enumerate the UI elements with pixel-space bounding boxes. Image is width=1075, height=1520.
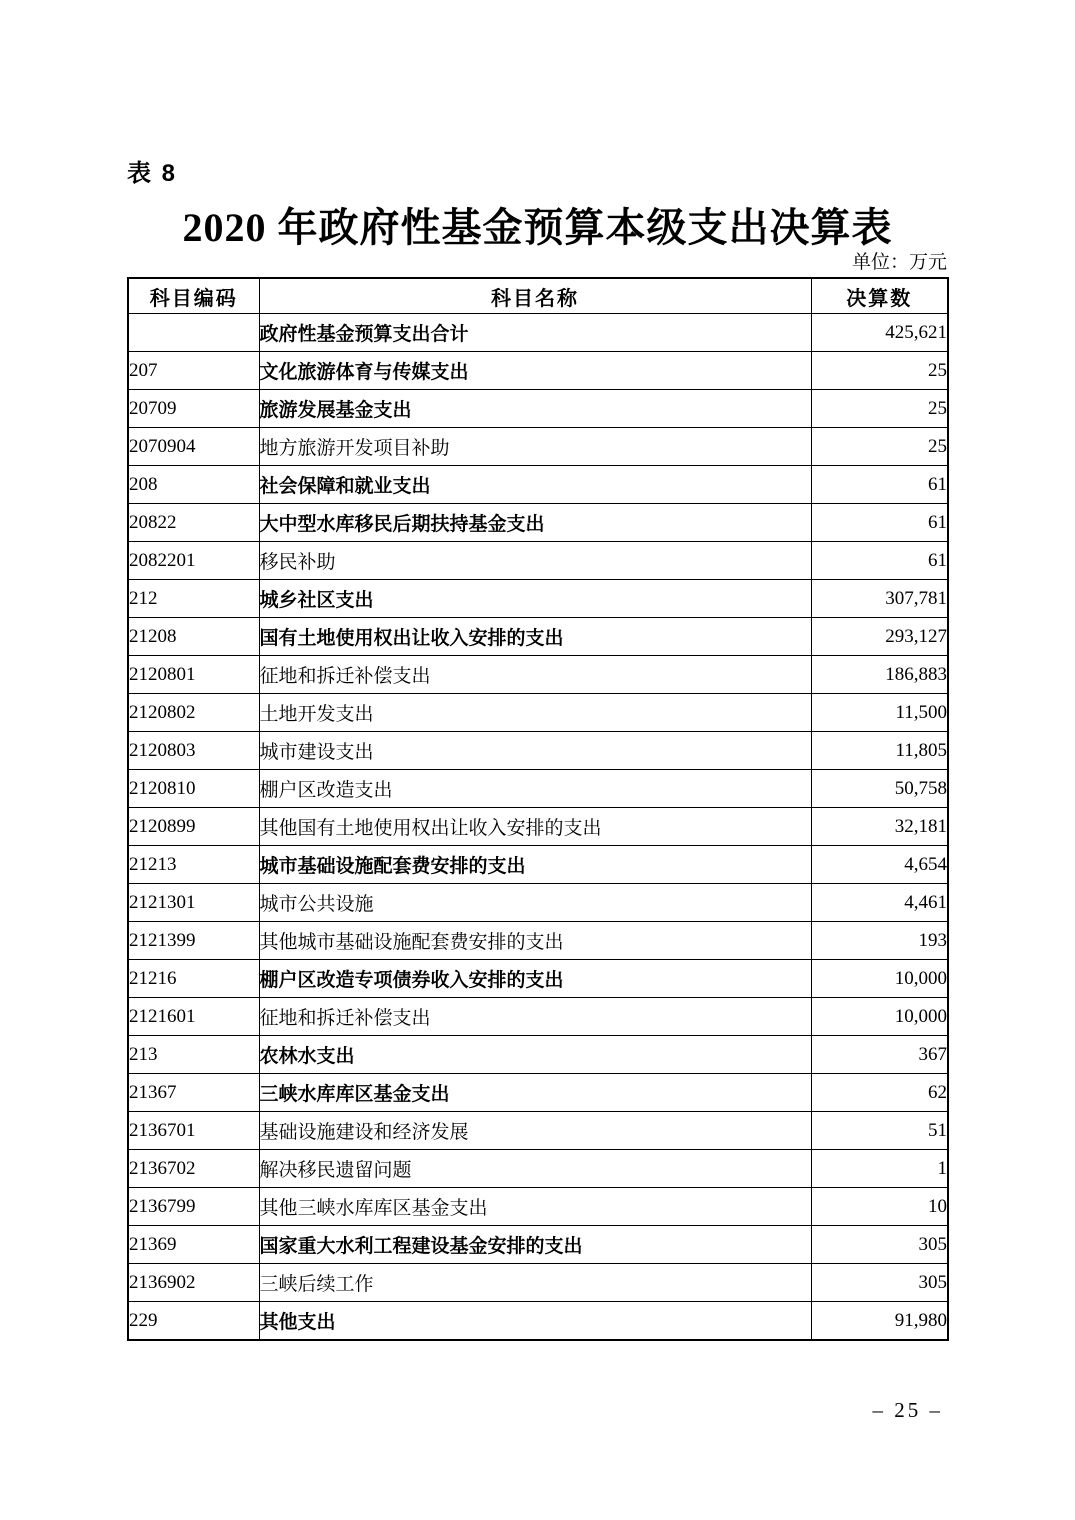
column-header-subject-name: 科目名称	[259, 278, 811, 314]
final-amount-cell: 61	[811, 504, 948, 542]
subject-code-cell: 2136702	[128, 1150, 259, 1188]
table-row	[128, 580, 948, 618]
final-amount-cell: 62	[811, 1074, 948, 1112]
subject-name-cell: 解决移民遗留问题	[259, 1150, 811, 1188]
subject-name-cell: 三峡水库库区基金支出	[259, 1074, 811, 1112]
final-amount-cell: 367	[811, 1036, 948, 1074]
subject-name-cell: 基础设施建设和经济发展	[259, 1112, 811, 1150]
table-row	[128, 618, 948, 656]
table-row	[128, 808, 948, 846]
final-amount-cell: 4,461	[811, 884, 948, 922]
final-amount-cell: 307,781	[811, 580, 948, 618]
final-amount-cell: 4,654	[811, 846, 948, 884]
subject-name-cell: 国有土地使用权出让收入安排的支出	[259, 618, 811, 656]
final-amount-cell: 25	[811, 390, 948, 428]
subject-name-cell: 城市公共设施	[259, 884, 811, 922]
subject-name-cell: 城乡社区支出	[259, 580, 811, 618]
table-row	[128, 1188, 948, 1226]
final-amount-cell: 32,181	[811, 808, 948, 846]
subject-code-cell: 2120899	[128, 808, 259, 846]
subject-name-cell: 城市基础设施配套费安排的支出	[259, 846, 811, 884]
subject-name-cell: 农林水支出	[259, 1036, 811, 1074]
table-row	[128, 428, 948, 466]
subject-code-cell: 2136701	[128, 1112, 259, 1150]
table-row	[128, 1302, 948, 1341]
final-amount-cell: 186,883	[811, 656, 948, 694]
table-row	[128, 1264, 948, 1302]
subject-name-cell: 征地和拆迁补偿支出	[259, 656, 811, 694]
subject-name-cell: 棚户区改造专项债券收入安排的支出	[259, 960, 811, 998]
subject-code-cell: 20709	[128, 390, 259, 428]
subject-code-cell: 2136902	[128, 1264, 259, 1302]
subject-code-cell: 20822	[128, 504, 259, 542]
subject-code-cell: 2121399	[128, 922, 259, 960]
subject-code-cell: 2121301	[128, 884, 259, 922]
table-header-row	[128, 278, 948, 314]
table-row	[128, 1226, 948, 1264]
subject-name-cell: 其他支出	[259, 1302, 811, 1341]
final-amount-cell: 425,621	[811, 314, 948, 352]
table-row	[128, 732, 948, 770]
table-row	[128, 542, 948, 580]
column-header-subject-code: 科目编码	[128, 278, 259, 314]
table-row	[128, 960, 948, 998]
page-title: 2020 年政府性基金预算本级支出决算表	[182, 205, 893, 250]
unit-note: 单位：万元	[851, 252, 947, 273]
table-row	[128, 1112, 948, 1150]
final-amount-cell: 10,000	[811, 960, 948, 998]
column-header-final-amount: 决算数	[811, 278, 948, 314]
subject-code-cell: 2070904	[128, 428, 259, 466]
final-amount-cell: 10	[811, 1188, 948, 1226]
final-amount-cell: 11,500	[811, 694, 948, 732]
table-row	[128, 390, 948, 428]
subject-code-cell: 2082201	[128, 542, 259, 580]
table-row	[128, 314, 948, 352]
subject-name-cell: 城市建设支出	[259, 732, 811, 770]
subject-name-cell: 移民补助	[259, 542, 811, 580]
table-row	[128, 352, 948, 390]
table-row	[128, 694, 948, 732]
subject-name-cell: 其他城市基础设施配套费安排的支出	[259, 922, 811, 960]
final-amount-cell: 50,758	[811, 770, 948, 808]
subject-name-cell: 国家重大水利工程建设基金安排的支出	[259, 1226, 811, 1264]
subject-code-cell: 2121601	[128, 998, 259, 1036]
subject-code-cell: 2120802	[128, 694, 259, 732]
table-row	[128, 922, 948, 960]
subject-code-cell: 21369	[128, 1226, 259, 1264]
table-row	[128, 1074, 948, 1112]
final-amount-cell: 293,127	[811, 618, 948, 656]
subject-name-cell: 社会保障和就业支出	[259, 466, 811, 504]
subject-code-cell: 21216	[128, 960, 259, 998]
table-row	[128, 1150, 948, 1188]
subject-code-cell: 212	[128, 580, 259, 618]
table-row	[128, 1036, 948, 1074]
subject-name-cell: 其他国有土地使用权出让收入安排的支出	[259, 808, 811, 846]
subject-code-cell: 213	[128, 1036, 259, 1074]
subject-code-cell: 2136799	[128, 1188, 259, 1226]
table-row	[128, 466, 948, 504]
final-amount-cell: 305	[811, 1226, 948, 1264]
final-amount-cell: 61	[811, 466, 948, 504]
table-row	[128, 770, 948, 808]
subject-code-cell: 21367	[128, 1074, 259, 1112]
subject-code-cell: 21213	[128, 846, 259, 884]
table-number-label: 表 8	[127, 160, 178, 187]
subject-code-cell: 2120810	[128, 770, 259, 808]
final-amount-cell: 25	[811, 428, 948, 466]
table-row	[128, 998, 948, 1036]
subject-name-cell: 土地开发支出	[259, 694, 811, 732]
subject-name-cell: 旅游发展基金支出	[259, 390, 811, 428]
subject-name-cell: 政府性基金预算支出合计	[259, 314, 811, 352]
table-row	[128, 884, 948, 922]
subject-code-cell: 2120801	[128, 656, 259, 694]
final-amount-cell: 61	[811, 542, 948, 580]
table-body	[128, 314, 948, 1341]
subject-name-cell: 文化旅游体育与传媒支出	[259, 352, 811, 390]
subject-code-cell: 207	[128, 352, 259, 390]
budget-table	[127, 277, 949, 1341]
table-row	[128, 846, 948, 884]
final-amount-cell: 11,805	[811, 732, 948, 770]
subject-name-cell: 棚户区改造支出	[259, 770, 811, 808]
subject-code-cell: 208	[128, 466, 259, 504]
final-amount-cell: 25	[811, 352, 948, 390]
subject-code-cell: 229	[128, 1302, 259, 1341]
final-amount-cell: 305	[811, 1264, 948, 1302]
final-amount-cell: 91,980	[811, 1302, 948, 1341]
subject-code-cell	[128, 314, 259, 352]
subject-code-cell: 2120803	[128, 732, 259, 770]
final-amount-cell: 10,000	[811, 998, 948, 1036]
subject-name-cell: 大中型水库移民后期扶持基金支出	[259, 504, 811, 542]
subject-name-cell: 三峡后续工作	[259, 1264, 811, 1302]
subject-code-cell: 21208	[128, 618, 259, 656]
page-number: – 25 –	[872, 1398, 943, 1422]
table-row	[128, 504, 948, 542]
table-row	[128, 656, 948, 694]
final-amount-cell: 1	[811, 1150, 948, 1188]
final-amount-cell: 51	[811, 1112, 948, 1150]
subject-name-cell: 征地和拆迁补偿支出	[259, 998, 811, 1036]
final-amount-cell: 193	[811, 922, 948, 960]
subject-name-cell: 地方旅游开发项目补助	[259, 428, 811, 466]
subject-name-cell: 其他三峡水库库区基金支出	[259, 1188, 811, 1226]
